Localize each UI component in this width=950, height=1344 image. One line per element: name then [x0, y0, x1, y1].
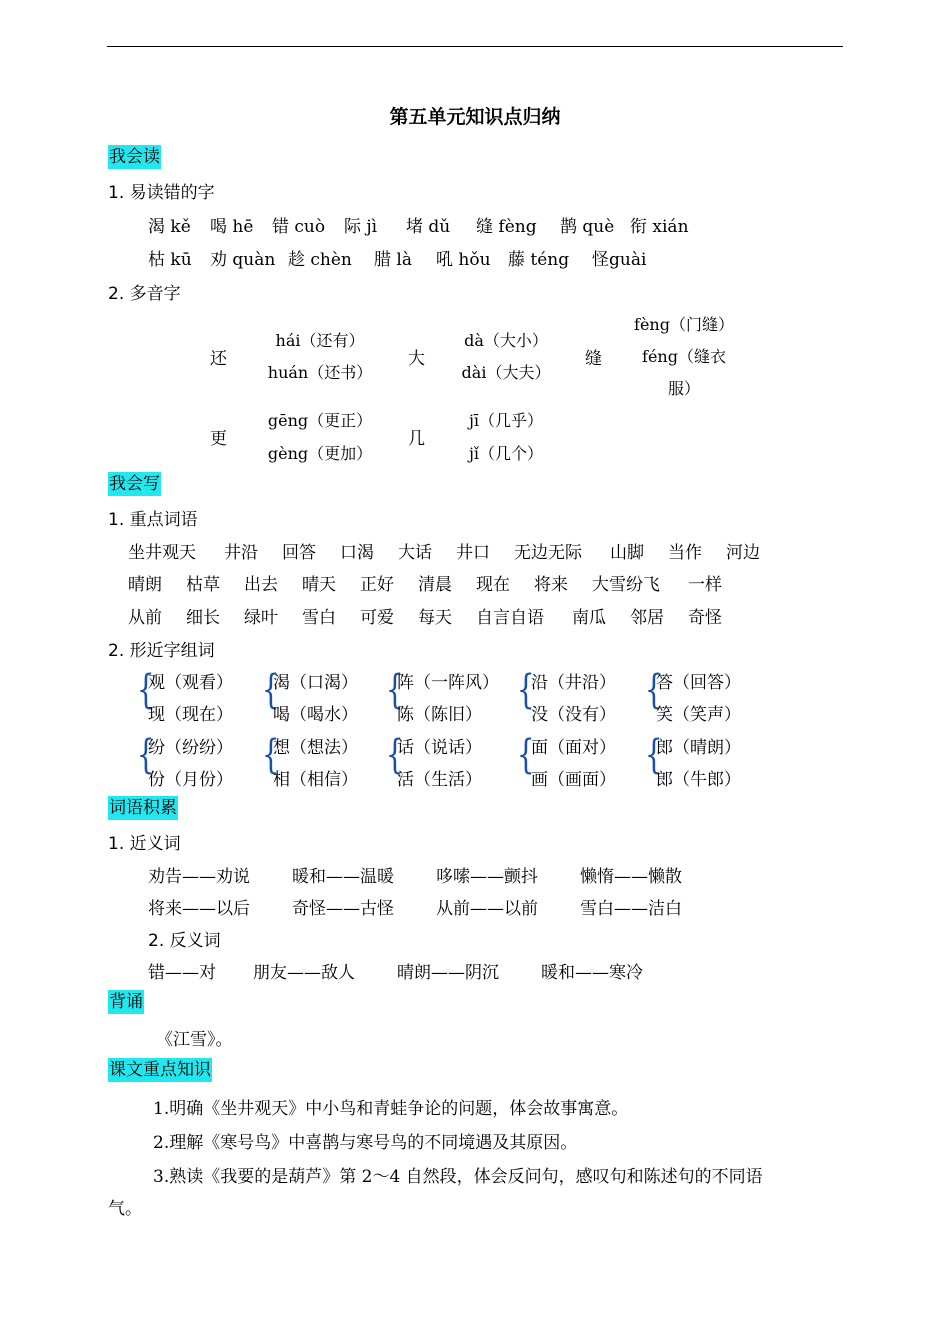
poly-char-huan: 还 [210, 349, 227, 369]
poly-reading: gèng（更加） [267, 444, 373, 463]
brace-icon: { [261, 732, 280, 778]
brace-icon: { [261, 667, 280, 713]
list-item: 河边 [726, 543, 760, 563]
similar-char-item: 画（画面） [531, 770, 616, 790]
poly-reading: fèng（门缝） [634, 315, 734, 334]
list-item: 藤 téng [508, 250, 570, 270]
list-item: 枯 kū [148, 250, 192, 270]
list-item: 怪guài [592, 250, 647, 270]
page-title: 第五单元知识点归纳 [389, 106, 561, 128]
poly-char-feng: 缝 [585, 349, 602, 369]
list-item: 山脚 [610, 543, 644, 563]
section-heading-recite: 背诵 [109, 992, 143, 1012]
list-item: 暖和——寒冷 [541, 963, 643, 983]
list-item: 将来——以后 [148, 899, 250, 919]
subheading-synonyms: 1. 近义词 [108, 834, 181, 854]
list-item: 大雪纷飞 [592, 575, 660, 595]
similar-char-item: 没（没有） [531, 705, 616, 725]
list-item: 喝 hē [210, 217, 254, 237]
poly-char-ji: 几 [408, 429, 425, 449]
synonyms-row-2 [148, 894, 724, 919]
list-item: 现在 [476, 575, 510, 595]
list-item: 细长 [186, 608, 220, 628]
poly-reading: 服） [667, 379, 700, 398]
list-item: 一样 [688, 575, 722, 595]
antonyms-row [148, 958, 685, 983]
misread-row-1 [148, 212, 700, 237]
synonyms-row-1 [148, 862, 724, 887]
poly-reading: huán（还书） [267, 363, 373, 382]
list-item: 劝 quàn [210, 250, 276, 270]
section-heading-read: 我会读 [109, 147, 160, 167]
similar-char-item: 沿（井沿） [531, 673, 616, 693]
list-item: 可爱 [360, 608, 394, 628]
list-item: 腊 là [374, 250, 412, 270]
list-item: 奇怪——古怪 [292, 899, 394, 919]
brace-icon: { [516, 667, 535, 713]
list-item: 晴天 [302, 575, 336, 595]
subheading-key-words: 1. 重点词语 [108, 510, 198, 530]
similar-char-item: 阵（一阵风） [397, 673, 499, 693]
subheading-misread-chars: 1. 易读错的字 [108, 183, 215, 203]
list-item: 每天 [418, 608, 452, 628]
similar-char-item: 答（回答） [656, 673, 741, 693]
list-item: 从前——以前 [436, 899, 538, 919]
list-item: 自言自语 [476, 608, 544, 628]
list-item: 出去 [244, 575, 278, 595]
list-item: 当作 [668, 543, 702, 563]
list-item: 邻居 [630, 608, 664, 628]
list-item: 清晨 [418, 575, 452, 595]
subheading-polyphones: 2. 多音字 [108, 284, 181, 304]
list-item: 将来 [534, 575, 568, 595]
brace-icon: { [136, 667, 155, 713]
subheading-similar-chars: 2. 形近字组词 [108, 641, 215, 661]
similar-char-item: 想（想法） [273, 738, 358, 758]
similar-char-item: 话（说话） [397, 738, 482, 758]
section-heading-key-points: 课文重点知识 [109, 1060, 211, 1080]
brace-icon: { [644, 667, 663, 713]
list-item: 渴 kě [148, 217, 191, 237]
poly-reading: dài（大夫） [461, 363, 551, 382]
brace-icon: { [644, 732, 663, 778]
list-item: 雪白 [302, 608, 336, 628]
list-item: 井口 [456, 543, 490, 563]
list-item: 口渴 [340, 543, 374, 563]
list-item: 枯草 [186, 575, 220, 595]
poly-reading: jī（几乎） [468, 411, 544, 430]
list-item: 缝 fèng [476, 217, 537, 237]
list-item: 衔 xián [630, 217, 689, 237]
similar-char-item: 份（月份） [148, 770, 233, 790]
list-item: 际 jì [344, 217, 378, 237]
poly-reading: jǐ（几个） [468, 444, 544, 463]
subheading-antonyms: 2. 反义词 [148, 931, 221, 951]
poly-reading: féng（缝衣 [642, 347, 726, 366]
key-words-row-3 [128, 603, 746, 628]
brace-icon: { [516, 732, 535, 778]
list-item: 井沿 [224, 543, 258, 563]
brace-icon: { [385, 667, 404, 713]
list-item: 劝告——劝说 [148, 867, 250, 887]
similar-char-item: 纷（纷纷） [148, 738, 233, 758]
key-point-1: 1.明确《坐井观天》中小鸟和青蛙争论的问题，体会故事寓意。 [153, 1099, 629, 1119]
list-item: 趁 chèn [288, 250, 352, 270]
key-point-2: 2.理解《寒号鸟》中喜鹊与寒号鸟的不同境遇及其原因。 [153, 1133, 578, 1153]
list-item: 回答 [282, 543, 316, 563]
list-item: 雪白——洁白 [580, 899, 682, 919]
list-item: 坐井观天 [128, 543, 196, 563]
list-item: 正好 [360, 575, 394, 595]
list-item: 暖和——温暖 [292, 867, 394, 887]
list-item: 南瓜 [572, 608, 606, 628]
list-item: 错——对 [148, 963, 216, 983]
poly-reading: dà（大小） [464, 331, 548, 350]
list-item: 无边无际 [514, 543, 582, 563]
recite-text: 《江雪》。 [156, 1030, 233, 1050]
similar-char-item: 郎（晴朗） [656, 738, 741, 758]
key-words-row-1 [128, 538, 784, 563]
list-item: 堵 dǔ [406, 217, 451, 237]
similar-char-item: 活（生活） [397, 770, 482, 790]
similar-char-item: 笑（笑声） [656, 705, 741, 725]
list-item: 绿叶 [244, 608, 278, 628]
misread-row-2 [148, 245, 662, 270]
similar-char-item: 陈（陈旧） [397, 705, 482, 725]
similar-char-item: 喝（喝水） [273, 705, 358, 725]
list-item: 哆嗦——颤抖 [436, 867, 538, 887]
list-item: 晴朗 [128, 575, 162, 595]
similar-char-item: 郎（牛郎） [656, 770, 741, 790]
similar-char-item: 渴（口渴） [273, 673, 358, 693]
key-words-row-2 [128, 570, 746, 595]
poly-char-da: 大 [408, 349, 425, 369]
section-heading-words: 词语积累 [109, 798, 177, 818]
brace-icon: { [385, 732, 404, 778]
list-item: 错 cuò [272, 217, 326, 237]
similar-char-item: 相（相信） [273, 770, 358, 790]
list-item: 吼 hǒu [436, 250, 491, 270]
key-point-3: 3.熟读《我要的是葫芦》第 2～4 自然段，体会反问句，感叹句和陈述句的不同语 [153, 1167, 763, 1187]
list-item: 鹊 què [560, 217, 615, 237]
brace-icon: { [136, 732, 155, 778]
header-rule [107, 46, 843, 47]
section-heading-write: 我会写 [109, 474, 160, 494]
list-item: 懒惰——懒散 [580, 867, 682, 887]
list-item: 大话 [398, 543, 432, 563]
list-item: 朋友——敌人 [253, 963, 355, 983]
similar-char-item: 面（面对） [531, 738, 616, 758]
poly-reading: hái（还有） [275, 331, 365, 350]
list-item: 晴朗——阴沉 [397, 963, 499, 983]
list-item: 奇怪 [688, 608, 722, 628]
key-point-3-continued: 气。 [108, 1199, 142, 1219]
poly-reading: gēng（更正） [267, 411, 373, 430]
similar-char-item: 现（现在） [148, 705, 233, 725]
poly-char-geng: 更 [210, 429, 227, 449]
list-item: 从前 [128, 608, 162, 628]
similar-char-item: 观（观看） [148, 673, 233, 693]
